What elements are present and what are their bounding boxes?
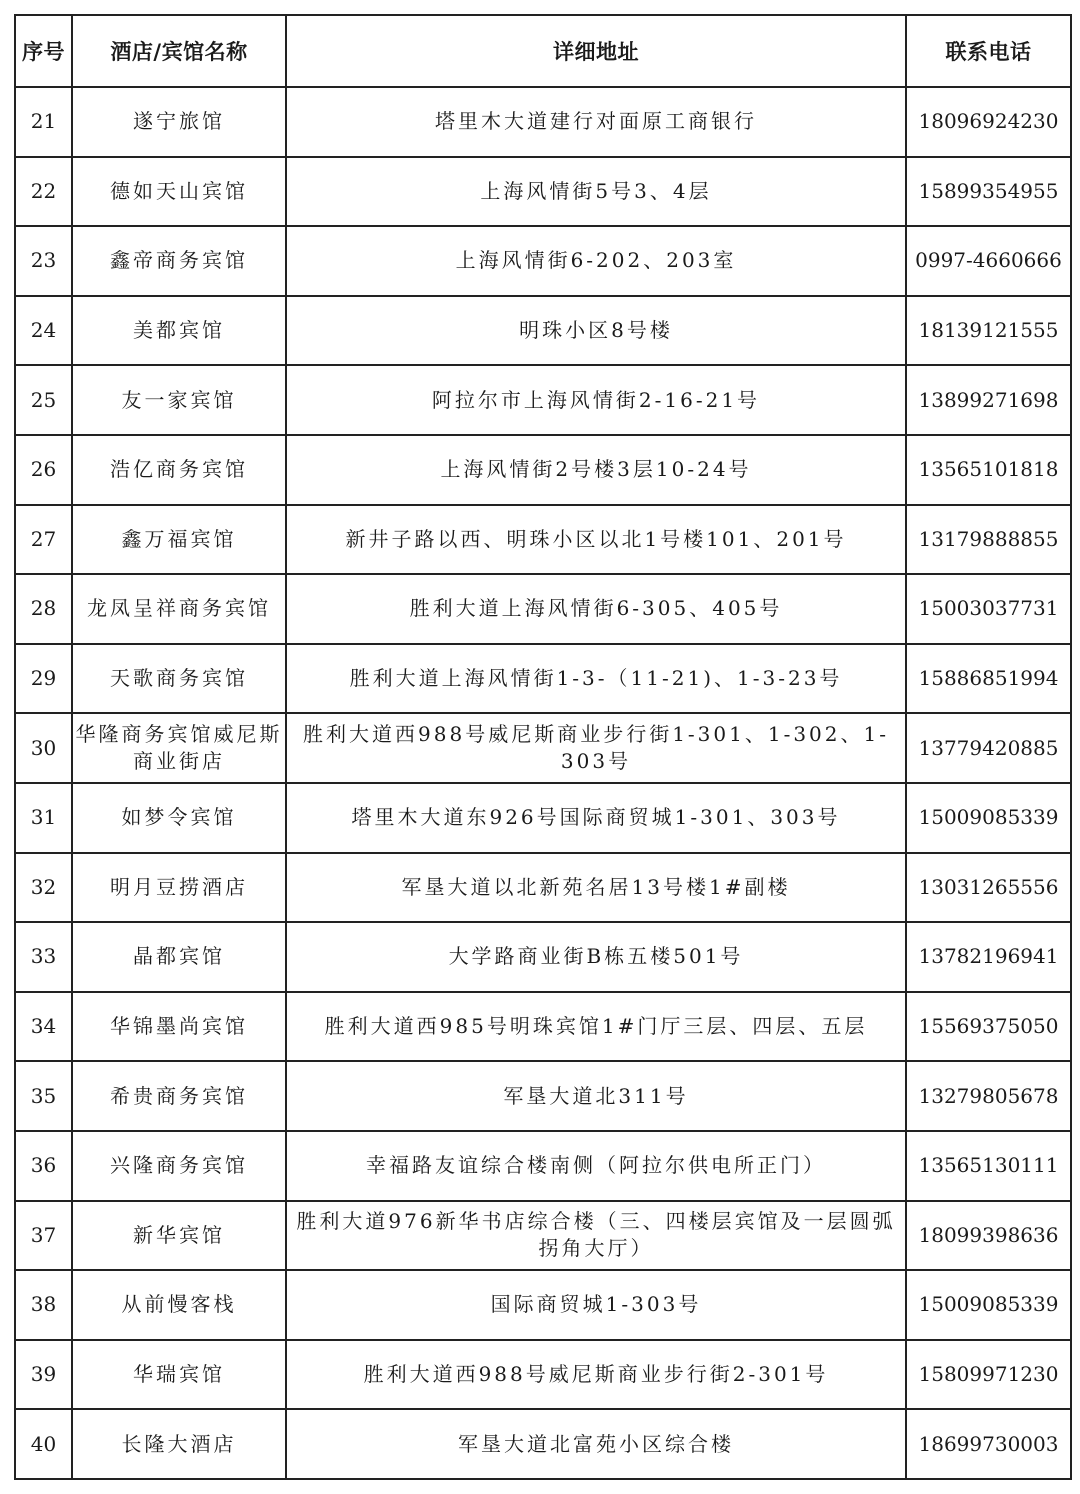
hotel-address: 国际商贸城1-303号: [286, 1270, 906, 1340]
table-row: [15, 1131, 1071, 1201]
row-no: 25: [15, 365, 72, 435]
hotel-phone: 13565101818: [906, 435, 1071, 505]
hotel-name: 明月豆捞酒店: [72, 853, 286, 923]
hotel-address: 军垦大道北富苑小区综合楼: [286, 1409, 906, 1479]
hotel-address: 明珠小区8号楼: [286, 296, 906, 366]
hotel-address: 胜利大道976新华书店综合楼（三、四楼层宾馆及一层圆弧拐角大厅）: [286, 1201, 906, 1271]
hotel-phone: 15886851994: [906, 644, 1071, 714]
hotel-name: 鑫万福宾馆: [72, 505, 286, 575]
hotel-phone: 15009085339: [906, 783, 1071, 853]
hotel-phone: 13279805678: [906, 1061, 1071, 1131]
row-no: 37: [15, 1201, 72, 1271]
table-row: [15, 1409, 1071, 1479]
row-no: 24: [15, 296, 72, 366]
hotel-phone: 13779420885: [906, 713, 1071, 783]
header-no: 序号: [15, 15, 72, 87]
hotel-address: 胜利大道上海风情街1-3-（11-21)、1-3-23号: [286, 644, 906, 714]
hotel-phone: 15809971230: [906, 1340, 1071, 1410]
hotel-name: 晶都宾馆: [72, 922, 286, 992]
table-row: [15, 226, 1071, 296]
table-row: [15, 1061, 1071, 1131]
hotel-address: 上海风情街5号3、4层: [286, 157, 906, 227]
hotel-name: 友一家宾馆: [72, 365, 286, 435]
hotel-address: 塔里木大道建行对面原工商银行: [286, 87, 906, 157]
table-row: [15, 713, 1071, 783]
hotel-phone: 15003037731: [906, 574, 1071, 644]
hotel-phone: 18096924230: [906, 87, 1071, 157]
hotel-phone: 0997-4660666: [906, 226, 1071, 296]
row-no: 36: [15, 1131, 72, 1201]
hotel-address: 上海风情街6-202、203室: [286, 226, 906, 296]
row-no: 21: [15, 87, 72, 157]
row-no: 26: [15, 435, 72, 505]
hotel-name: 龙凤呈祥商务宾馆: [72, 574, 286, 644]
hotel-phone: 15009085339: [906, 1270, 1071, 1340]
row-no: 35: [15, 1061, 72, 1131]
hotel-name: 美都宾馆: [72, 296, 286, 366]
hotel-name: 浩亿商务宾馆: [72, 435, 286, 505]
hotel-phone: 13899271698: [906, 365, 1071, 435]
hotel-name: 兴隆商务宾馆: [72, 1131, 286, 1201]
table-row: [15, 1340, 1071, 1410]
hotel-phone: 13179888855: [906, 505, 1071, 575]
row-no: 28: [15, 574, 72, 644]
hotel-address: 新井子路以西、明珠小区以北1号楼101、201号: [286, 505, 906, 575]
hotel-phone: 15569375050: [906, 992, 1071, 1062]
hotel-name: 长隆大酒店: [72, 1409, 286, 1479]
hotel-address: 胜利大道上海风情街6-305、405号: [286, 574, 906, 644]
hotel-name: 希贵商务宾馆: [72, 1061, 286, 1131]
row-no: 32: [15, 853, 72, 923]
header-name: 酒店/宾馆名称: [72, 15, 286, 87]
row-no: 29: [15, 644, 72, 714]
hotel-name: 华瑞宾馆: [72, 1340, 286, 1410]
hotel-phone: 13565130111: [906, 1131, 1071, 1201]
header-address: 详细地址: [286, 15, 906, 87]
row-no: 31: [15, 783, 72, 853]
hotel-address: 胜利大道西988号威尼斯商业步行街1-301、1-302、1-303号: [286, 713, 906, 783]
hotel-name: 华锦墨尚宾馆: [72, 992, 286, 1062]
hotel-phone: 15899354955: [906, 157, 1071, 227]
table-row: [15, 574, 1071, 644]
row-no: 33: [15, 922, 72, 992]
hotel-address: 上海风情街2号楼3层10-24号: [286, 435, 906, 505]
table-row: [15, 1270, 1071, 1340]
row-no: 34: [15, 992, 72, 1062]
hotel-name: 如梦令宾馆: [72, 783, 286, 853]
hotel-phone: 13031265556: [906, 853, 1071, 923]
header-phone: 联系电话: [906, 15, 1071, 87]
hotel-phone: 18699730003: [906, 1409, 1071, 1479]
hotel-address: 大学路商业街B栋五楼501号: [286, 922, 906, 992]
row-no: 38: [15, 1270, 72, 1340]
row-no: 22: [15, 157, 72, 227]
table-row: [15, 296, 1071, 366]
hotel-address: 胜利大道西985号明珠宾馆1#门厅三层、四层、五层: [286, 992, 906, 1062]
table-row: [15, 505, 1071, 575]
hotel-phone: 18099398636: [906, 1201, 1071, 1271]
hotel-name: 新华宾馆: [72, 1201, 286, 1271]
row-no: 23: [15, 226, 72, 296]
table-row: [15, 1201, 1071, 1271]
hotel-phone: 13782196941: [906, 922, 1071, 992]
hotel-name: 遂宁旅馆: [72, 87, 286, 157]
hotel-address: 塔里木大道东926号国际商贸城1-301、303号: [286, 783, 906, 853]
table-row: [15, 922, 1071, 992]
table-row: [15, 435, 1071, 505]
hotel-name: 从前慢客栈: [72, 1270, 286, 1340]
table-row: [15, 157, 1071, 227]
table-row: [15, 853, 1071, 923]
row-no: 39: [15, 1340, 72, 1410]
hotel-name: 华隆商务宾馆威尼斯商业街店: [72, 713, 286, 783]
row-no: 27: [15, 505, 72, 575]
hotel-address: 军垦大道北311号: [286, 1061, 906, 1131]
hotel-phone: 18139121555: [906, 296, 1071, 366]
table-body: [15, 87, 1071, 1479]
table-row: [15, 365, 1071, 435]
table-row: [15, 783, 1071, 853]
table-row: [15, 87, 1071, 157]
header-row: [15, 15, 1071, 87]
hotel-address: 军垦大道以北新苑名居13号楼1#副楼: [286, 853, 906, 923]
table-row: [15, 992, 1071, 1062]
hotel-name: 天歌商务宾馆: [72, 644, 286, 714]
table-row: [15, 644, 1071, 714]
hotel-address: 胜利大道西988号威尼斯商业步行街2-301号: [286, 1340, 906, 1410]
hotel-address: 幸福路友谊综合楼南侧（阿拉尔供电所正门）: [286, 1131, 906, 1201]
hotel-address: 阿拉尔市上海风情街2-16-21号: [286, 365, 906, 435]
hotel-name: 鑫帝商务宾馆: [72, 226, 286, 296]
hotel-name: 德如天山宾馆: [72, 157, 286, 227]
row-no: 40: [15, 1409, 72, 1479]
hotel-table: [14, 14, 1072, 1480]
row-no: 30: [15, 713, 72, 783]
